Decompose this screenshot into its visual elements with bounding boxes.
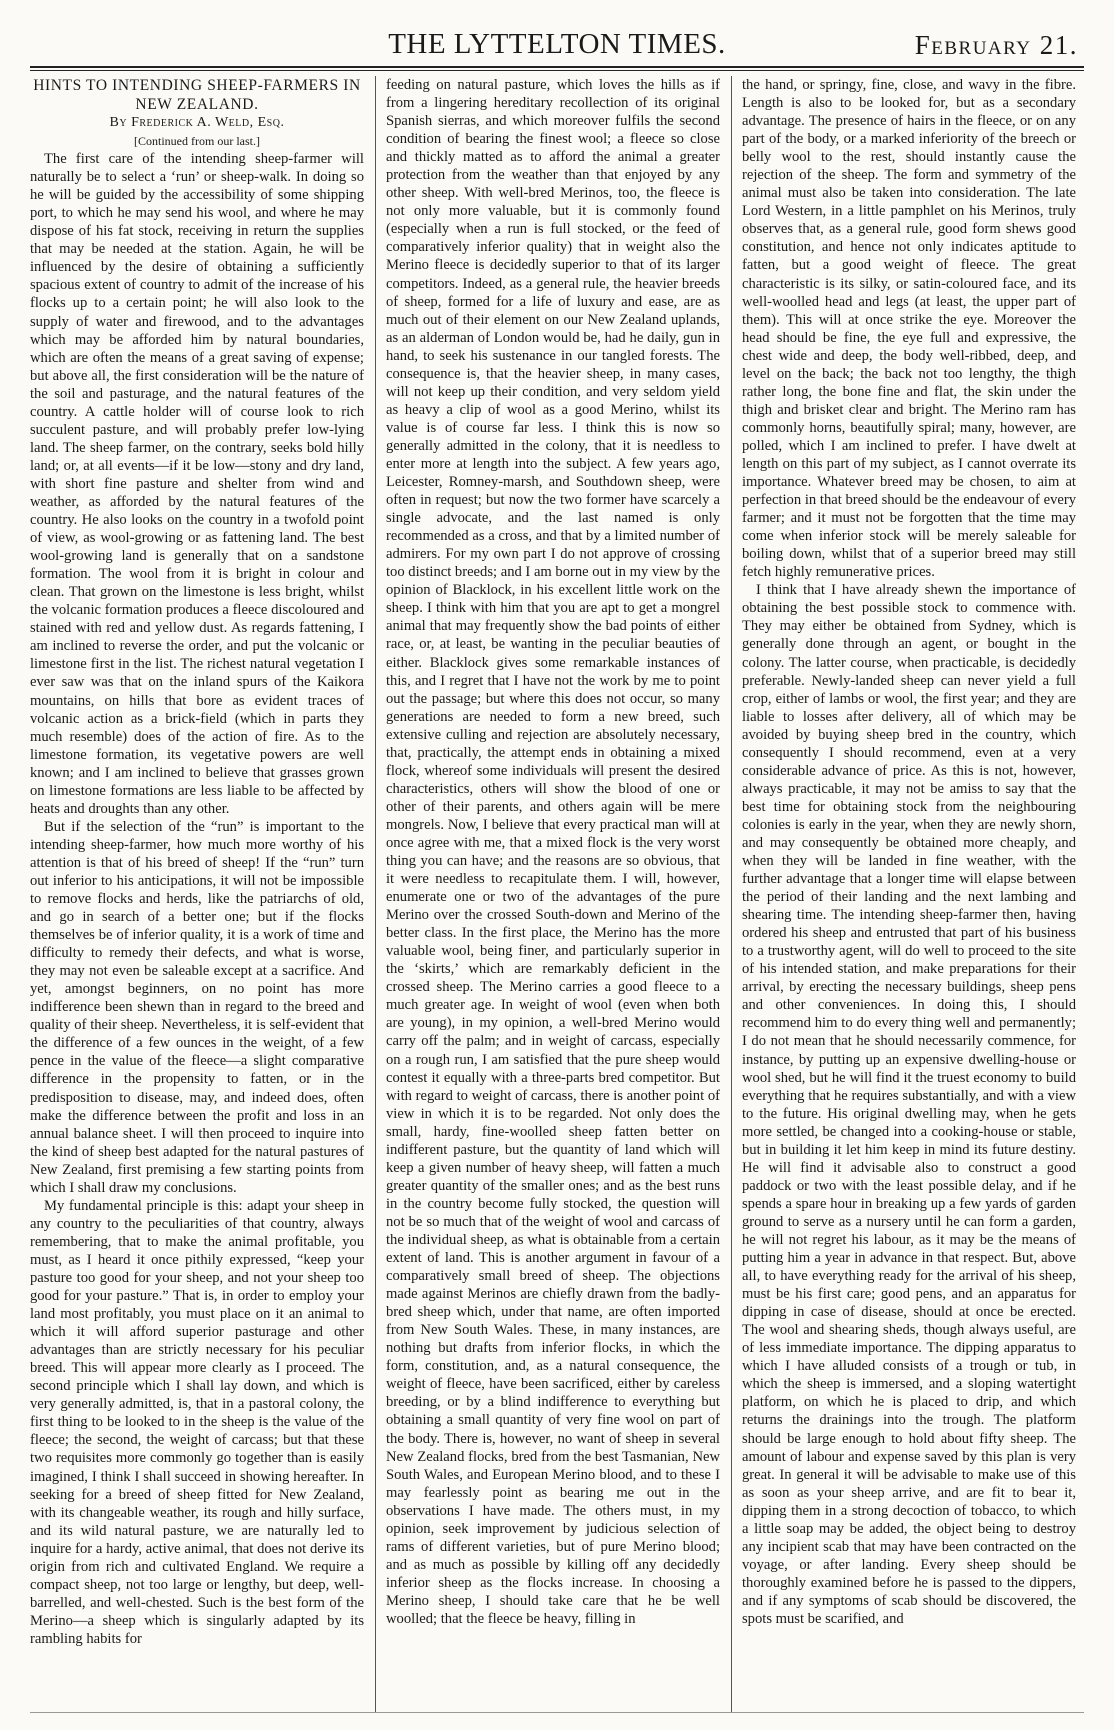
masthead <box>30 28 1084 60</box>
article-byline: By Frederick A. Weld, Esq. <box>109 115 285 130</box>
column-divider <box>731 76 732 1712</box>
continued-note: [Continued from our last.] <box>134 134 260 149</box>
paragraph: The first care of the intending sheep-farmer will naturally be to select a ‘run’ or sheep-walk. In doing so he will be guided by the accessibility of some shipping port, to which he may send his wool, and where he may dispose of his fat stock, receiving in return the supplies that may be needed at the station. Again, he will be influenced by the desire of obtaining a sufficiently spacious extent of country to admit of the increase of his flocks up to a certain point; he will also look to the supply of water and firewood, and to the advantages which may be afforded him by natural boundaries, which are often the means of a great saving of expense; but above all, the first consideration will be the nature of the soil and pasturage, and the natural features of the country. A cattle holder will of course look to rich succulent pasture, and will probably prefer low-lying land. The sheep farmer, on the contrary, seeks bold hilly land; or, at all events—if it be low—stony and dry land, with short fine pasture and shelter from wind and weather, as afforded by the natural features of the country. He also looks on the country in a twofold point of view, as wool-growing or as fattening land. The best wool-growing land is generally that on a sandstone formation. The wool from it is bright in colour and clean. That grown on the limestone is less bright, whilst the volcanic formation produces a fleece discoloured and stained with red and yellow dust. As regards fattening, I am inclined to reverse the order, and put the volcanic or limestone first in the list. The richest natural vegetation I ever saw was that on the inland spurs of the Kaikora mountains, on hills that bore as evident traces of volcanic action as a brick-field (which in parts they much resemble) does of the action of fire. As to the limestone formation, its vegetative powers are well known; and I am inclined to believe that grasses grown on limestone formations are less liable to be affected by heats and droughts than any other. <box>30 151 364 817</box>
newspaper-title: THE LYTTELTON TIMES. <box>388 28 726 60</box>
page-bottom-rule <box>30 1712 1084 1713</box>
article-headline: HINTS TO INTENDING SHEEP-FARMERS IN NEW ZEALAND. <box>33 77 361 113</box>
column-1 <box>30 76 364 1708</box>
issue-date: February 21. <box>914 30 1078 60</box>
paragraph: My fundamental principle is this: adapt your sheep in any country to the peculiarities of that country, always remembering, that to make the animal profitable, you must, as I heard it once pithily expressed, “keep your pasture too good for your sheep, and not your sheep too good for your pasture.” That is, in order to employ your land most profitably, you must place on it an animal to which it will afford superior pasturage and other advantages than are strictly necessary for his peculiar breed. This will appear more clearly as I proceed. The second principle which I shall lay down, and which is very generally admitted, is, that in a pastoral colony, the first thing to be looked to in the sheep is the value of the fleece; the second, the weight of carcass; but that these two requisites more commonly go together than is easily imagined, I think I shall succeed in showing hereafter. In seeking for a breed of sheep fitted for New Zealand, with its changeable weather, its rough and hilly surface, and its wild natural pasture, we are naturally led to inquire for a hardy, active animal, that does not derive its origin from rich and cultivated England. We require a compact sheep, not too large or lengthy, but deep, well-barrelled, and well-chested. Such is the best form of the Merino—a sheep which is singularly adapted by its rambling habits for <box>30 1197 364 1647</box>
column-2 <box>386 76 720 1708</box>
column-3 <box>742 76 1076 1708</box>
column-divider <box>375 76 376 1712</box>
paragraph: feeding on natural pasture, which loves the hills as if from a lingering hereditary recollection of its original Spanish sierras, and which moreover fulfils the second condition of bearing the finest wool; a fleece so close and thickly matted as to afford the animal a greater protection from the weather than that enjoyed by any other sheep. With well-bred Merinos, too, the fleece is not only more valuable, but it is commonly found (especially when a run is full stocked, or the feed of comparatively inferior quality) that in weight also the Merino fleece is decidedly superior to that of its larger competitors. Indeed, as a general rule, the heavier breeds of sheep, formed for a life of luxury and ease, are as much out of their element on our New Zealand uplands, as an alderman of London would be, had he daily, gun in hand, to seek his sustenance in our tangled forests. The consequence is, that the heavier sheep, in many cases, will not keep up their condition, and very seldom yield as heavy a clip of wool as a good Merino, whilst its value is of course far less. I think this is now so generally admitted in the colony, that it is needless to enter more at length into the subject. A few years ago, Leicester, Romney-marsh, and Southdown sheep, were often in request; but now the two former have scarcely a single advocate, and the last named is only recommended as a cross, and that by a limited number of admirers. For my own part I do not approve of crossing too distinct breeds; and I am borne out in my view by the opinion of Blacklock, in his excellent little work on the sheep. I think with him that you are apt to get a mongrel animal that may frequently show the bad points of either race, or, at least, be wanting in the peculiar beauties of either. Blacklock gives some remarkable instances of this, and I regret that I have not the work by me to point out the passage; but where this does not occur, so many generations are needed to form a new breed, such extensive culling and rejection are absolutely necessary, that, practically, the attempt ends in obtaining a mixed flock, whereof some individuals will present the desired characteristics, others will show the blood of one or other of their parents, and others again will be mere mongrels. Now, I believe that every practical man will at once agree with me, that a mixed flock is the very worst thing you can have; and the reasons are so obvious, that it were needless to recapitulate them. I will, however, enumerate one or two of the advantages of the pure Merino over the crossed South-down and Merino of the better class. In the first place, the Merino has the more valuable wool, being finer, and particularly superior in the ‘skirts,’ which are remarkably deficient in the crossed sheep. The Merino carries a good fleece to a much greater age. In weight of wool (even when both are young), in my opinion, a well-bred Merino would carry off the palm; and in weight of carcass, especially on a rough run, I am satisfied that the pure sheep would contest it equally with a three-parts bred competitor. But with regard to weight of carcass, there is another point of view in which it is to be regarded. Not only does the small, hardy, fine-woolled sheep fatten better on indifferent pasture, but the quantity of land which will keep a given number of heavy sheep, will fatten a much greater quantity of the smaller ones; and as the best runs in the country become fully stocked, the question will not be so much that of the weight of wool and carcass of the individual sheep, as what is obtainable from a certain extent of land. This is another argument in favour of a comparatively small breed of sheep. The objections made against Merinos are chiefly drawn from the badly-bred sheep which, under that name, are often imported from New South Wales. These, in many instances, are nothing but drafts from inferior flocks, in which the form, constitution, and, as a natural consequence, the weight of fleece, have been sacrificed, either by careless breeding, or by a blind indifference to everything but obtaining a small quantity of very fine wool on part of the body. There is, however, no want of sheep in several New Zealand flocks, bred from the best Tasmanian, New South Wales, and European Merino blood, and to these I may fearlessly point as bearing me out in the observations I have made. The others must, in my opinion, seek improvement by judicious selection of rams of different varieties, but of pure Merino blood; and as much as possible by killing off any decidedly inferior sheep as the flocks increase. In choosing a Merino sheep, I should take care that he be well woolled; that the fleece be heavy, filling in <box>386 77 720 1627</box>
paragraph: the hand, or springy, fine, close, and wavy in the fibre. Length is also to be looked for, but as a secondary advantage. The presence of hairs in the fleece, or on any part of the body, or a marked inferiority of the breech or belly wool to the rest, should instantly cause the rejection of the sheep. The form and symmetry of the animal must also be taken into consideration. The late Lord Western, in a little pamphlet on his Merinos, truly observes that, as a general rule, good form shews good constitution, and hence not only indicates aptitude to fatten, but a good weight of fleece. The great characteristic is its silky, or satin-coloured face, and its well-woolled head and legs (at least, the upper part of them). This will at once strike the eye. Moreover the head should be fine, the eye full and expressive, the chest wide and deep, the body well-ribbed, deep, and level on the back; the back not too lengthy, the thigh rather long, the bone fine and flat, the skin under the thigh and brisket clear and bright. The Merino ram has commonly horns, beautifully spiral; many, however, are polled, which I am inclined to prefer. I have dwelt at length on this part of my subject, as I cannot overrate its importance. Whatever breed may be chosen, to aim at perfection in that breed should be the endeavour of every farmer; and it must not be forgotten that the time may come when inferior stock will be merely saleable for boiling down, whilst that of a superior breed may still fetch highly remunerative prices. <box>742 77 1076 581</box>
masthead-rule <box>30 66 1084 68</box>
masthead-rule-thin <box>30 70 1084 71</box>
paragraph: But if the selection of the “run” is important to the intending sheep-farmer, how much more worthy of his attention is that of his breed of sheep! If the “run” turn out inferior to his anticipations, it will not be impossible to remove flocks and herds, like the patriarchs of old, and go in search of a better one; but if the flocks themselves be of inferior quality, it is a work of time and difficulty to remedy their defects, and what is worse, they may not even be saleable except at a sacrifice. And yet, amongst beginners, on no point has more indifference been shewn than in regard to the breed and quality of their sheep. Nevertheless, it is self-evident that the difference of a few ounces in the weight, of a few pence in the value of the fleece—a slight comparative difference in the propensity to fatten, or in the predisposition to disease, may, and indeed does, often make the difference between the profit and loss in an annual balance sheet. I will then proceed to inquire into the kind of sheep best adapted for the natural pastures of New Zealand, first premising a few starting points from which I shall draw my conclusions. <box>30 818 364 1196</box>
paragraph: I think that I have already shewn the importance of obtaining the best possible stock to commence with. They may either be obtained from Sydney, which is generally done through an agent, or bought in the colony. The latter course, when practicable, is decidedly preferable. Newly-landed sheep can never yield a full crop, either of lambs or wool, the first year; and they are liable to losses after delivery, all of which may be avoided by buying sheep bred in the country, which consequently I should recommend, even at a very considerable advance of price. As this is not, however, always practicable, it may not be amiss to say that the best time for obtaining stock from the neighbouring colonies is early in the year, when they are newly shorn, and may consequently be obtained more cheaply, and when they will be landed in fine weather, with the further advantage that a longer time will elapse between the period of their landing and the next lambing and shearing time. The intending sheep-farmer then, having ordered his sheep and entrusted that part of his business to a trustworthy agent, will do well to proceed to the site of his intended station, and make preparations for their arrival, by erecting the necessary buildings, sheep pens and other conveniences. In doing this, I should recommend him to do every thing well and permanently; I do not mean that he should necessarily commence, for instance, by putting up an expensive dwelling-house or wool shed, but he will find it the truest economy to build everything that he requires substantially, and with a view to the future. His original dwelling may, when he gets more settled, be changed into a cooking-house or stable, but in building it let him keep in mind its future destiny. He will find it advisable also to construct a good paddock or two with the least possible delay, and if he spends a spare hour in breaking up a few yards of garden ground to serve as a nursery until he can form a garden, he will not regret his labour, as it may be the means of putting him a year in advance in that respect. But, above all, to have everything ready for the arrival of his sheep, must be his first care; good pens, and an apparatus for dipping in case of disease, should at once be erected. The wool and shearing sheds, though always useful, are of less immediate importance. The dipping apparatus to which I have alluded consists of a trough or tub, in which the sheep is immersed, and a sloping watertight platform, on which he is placed to drip, and which returns the drainings into the trough. The platform should be large enough to hold about fifty sheep. The amount of labour and expense saved by this plan is very great. In general it will be advisable to make use of this as soon as your sheep arrive, and are fit to bear it, dipping them in a strong decoction of tobacco, to which a little soap may be added, the object being to destroy any incipient scab that may have been contracted on the voyage, or after landing. Every sheep should be thoroughly examined before he is passed to the dippers, and if any symptoms of scab should be discovered, the spots must be scarified, and <box>742 582 1076 1627</box>
